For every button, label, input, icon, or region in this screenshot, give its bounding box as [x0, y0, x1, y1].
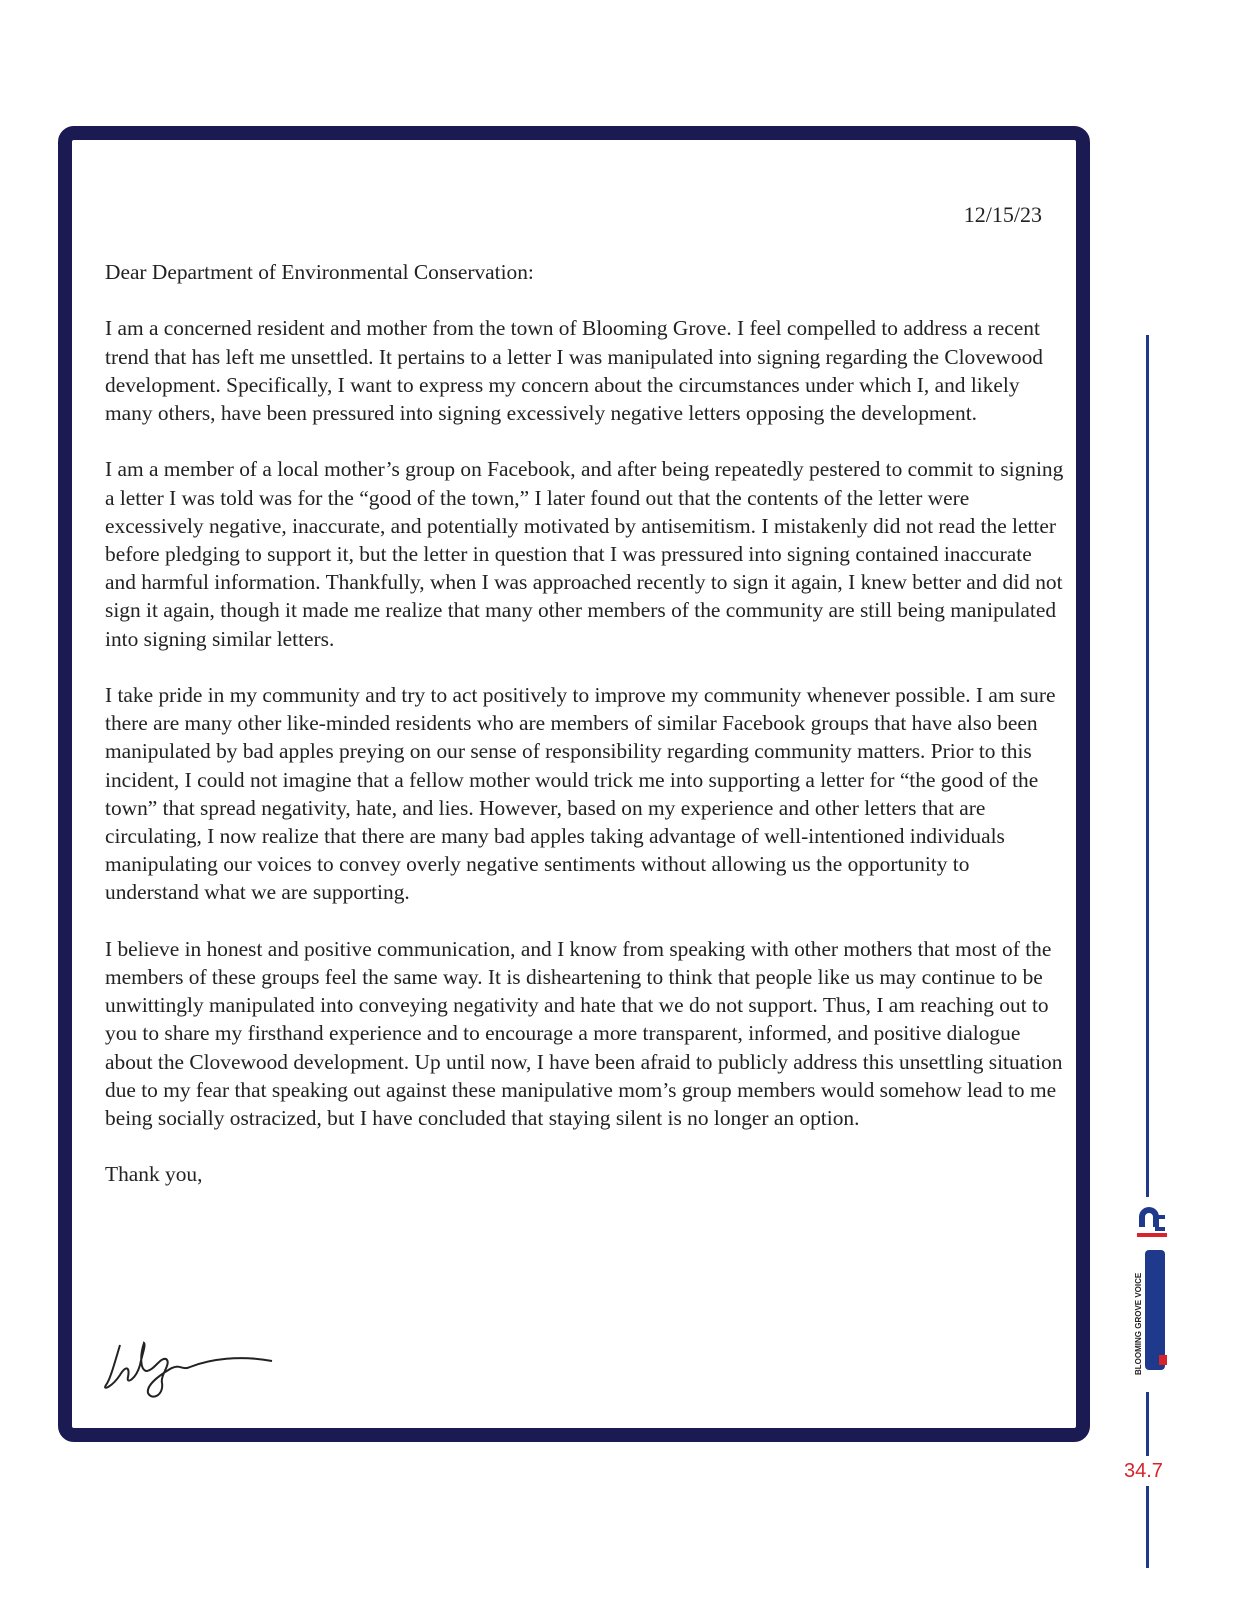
blooming-grove-voice-logo — [1125, 1205, 1173, 1380]
salutation: Dear Department of Environmental Conservation: — [105, 260, 534, 284]
letter-body — [105, 258, 1065, 1189]
closing: Thank you, — [105, 1162, 203, 1187]
paragraph: I am a concerned resident and mother from the town of Blooming Grove. I feel compelled to address a recent trend that has left me unsettled. It pertains to a letter I was manipulated into signing regarding the Clovewood development. Specifically, I want to express my concern about the circumstances under which I, and likely many others, have been pressured into signing excessively negative letters opposing the development. — [105, 316, 1043, 425]
sidebar-line-bottom — [1146, 1486, 1149, 1568]
letter-frame — [58, 126, 1090, 1442]
svg-text:BLOOMING GROVE VOICE: BLOOMING GROVE VOICE — [1134, 1272, 1143, 1375]
paragraph: I am a member of a local mother’s group on Facebook, and after being repeatedly pestered to commit to signing a letter I was told was for the “good of the town,” I later found out that the contents of the letter were excessively negative, inaccurate, and potentially motivated by antisemitism. I mistakenly did not read the letter before pledging to support it, but the letter in question that I was pressured into signing contained inaccurate and harmful information. Thankfully, when I was approached recently to sign it again, I knew better and did not sign it again, though it made me realize that many other members of the community are still being manipulated into signing similar letters. — [105, 457, 1064, 651]
paragraph: I believe in honest and positive communication, and I know from speaking with other mothers that most of the members of these groups feel the same way. It is disheartening to think that people like us may continue to be unwittingly manipulated into conveying negativity and hate that we do not support. Thus, I am reaching out to you to share my firsthand experience and to encourage a more transparent, informed, and positive dialogue about the Clovewood development. Up until now, I have been afraid to publicly address this unsettling situation due to my fear that speaking out against these manipulative mom’s group members would somehow lead to me being socially ostracized, but I have concluded that staying silent is no longer an option. — [105, 936, 1063, 1131]
sidebar-line-top — [1146, 335, 1149, 1197]
letter-date: 12/15/23 — [963, 202, 1042, 227]
paragraph: I take pride in my community and try to act positively to improve my community whenever possible. I am sure there are many other like-minded residents who are members of similar Facebook groups that have also been manipulated by bad apples preying on our sense of responsibility regarding community matters. Prior to this incident, I could not imagine that a fellow mother would trick me into supporting a letter for “the good of the town” that spread negativity, hate, and lies. However, based on my experience and other letters that are circulating, I now realize that there are many bad apples taking advantage of well-intentioned individuals manipulating our voices to convey overly negative sentiments without allowing us the opportunity to understand what we are supporting. — [105, 683, 1056, 905]
page-number: 34.7 — [1124, 1460, 1163, 1482]
signature — [100, 1335, 280, 1405]
sidebar-line-middle — [1146, 1392, 1149, 1456]
